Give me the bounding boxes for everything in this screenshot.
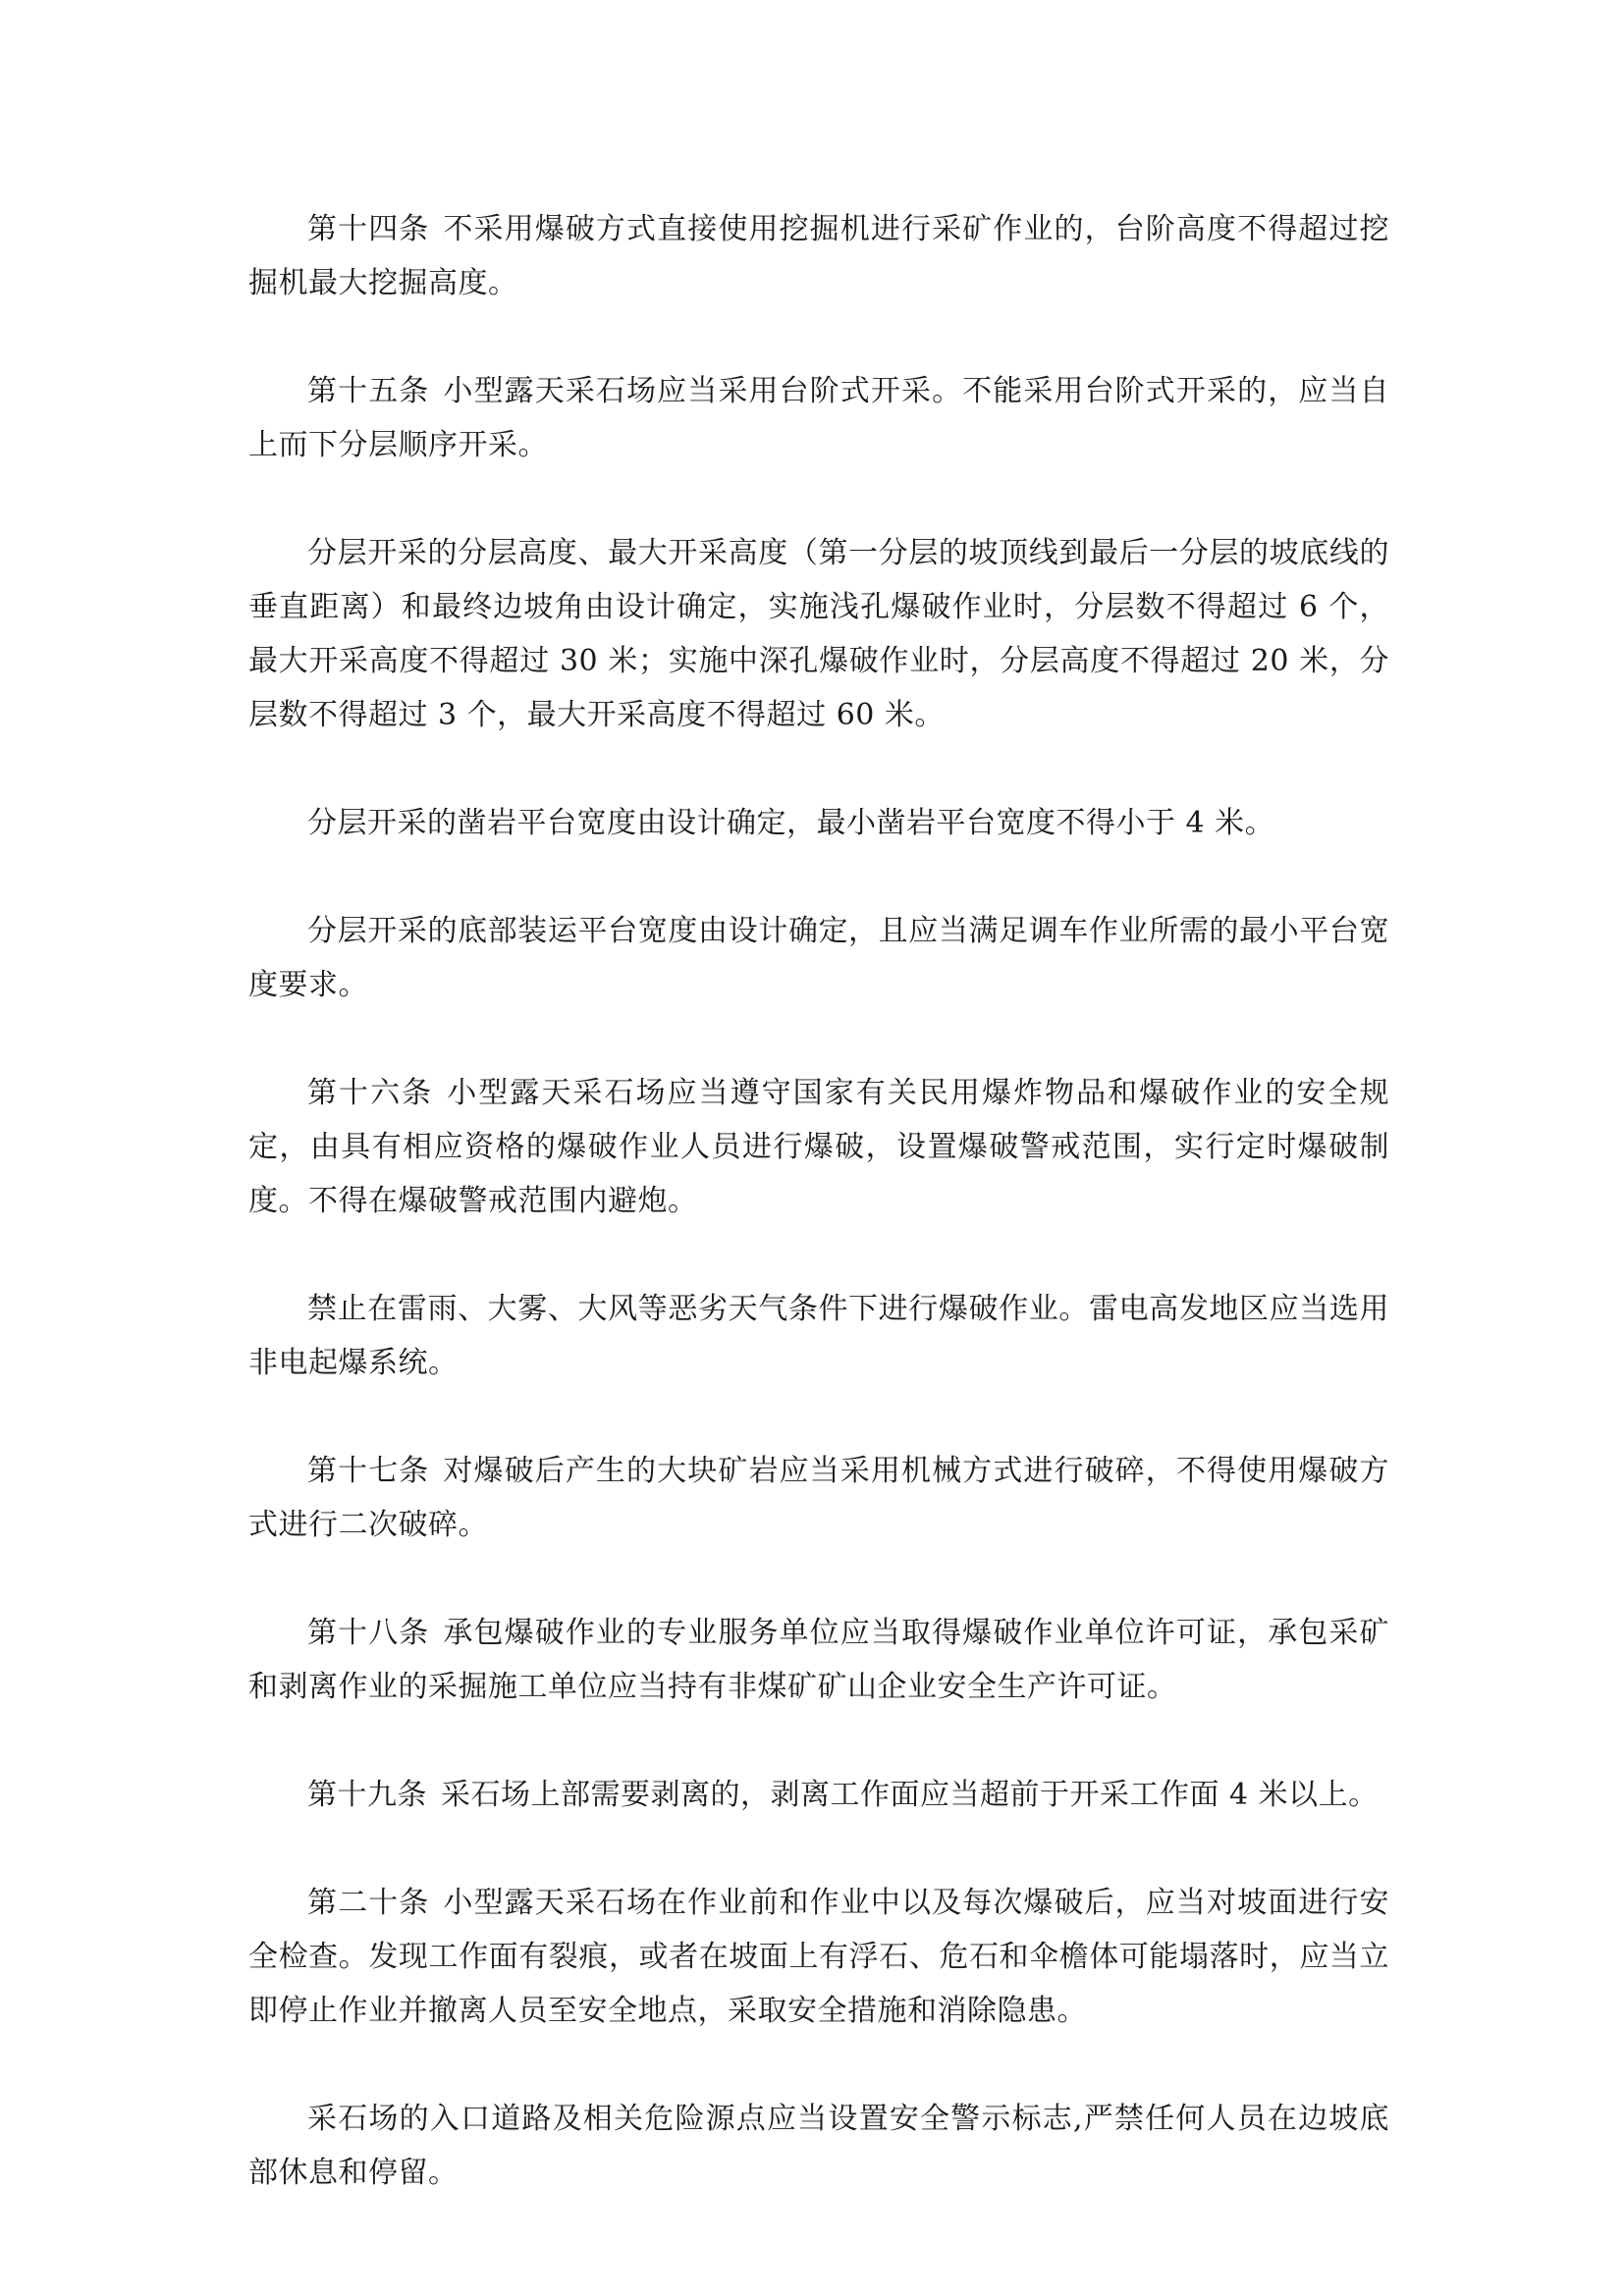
paragraph-article-17 (248, 1444, 1389, 1552)
paragraph-loading-platform (248, 904, 1389, 1012)
article-number: 第十六条 (307, 1076, 434, 1110)
paragraph-warning-signs (248, 2092, 1389, 2200)
paragraph-text: 分层开采的凿岩平台宽度由设计确定，最小凿岩平台宽度不得小于 4 米。 (307, 806, 1275, 840)
document-body (248, 202, 1389, 2254)
article-number: 第十四条 (307, 212, 430, 246)
article-number: 第十九条 (307, 1778, 427, 1812)
article-number: 第二十条 (307, 1886, 430, 1920)
paragraph-text: 对爆破后产生的大块矿岩应当采用机械方式进行破碎，不得使用爆破方式进行二次破碎。 (248, 1454, 1390, 1542)
paragraph-text: 分层开采的分层高度、最大开采高度（第一分层的坡顶线到最后一分层的坡底线的垂直距离）和最终边坡角由设计确定，实施浅孔爆破作业时，分层数不得超过 6 个，最大开采高度不得超过 30 米；实施中深孔爆破作业时，分层高度不得超过 20 米，分层数不得超过 3 个，最大开采高度不得超过 60 米。 (248, 536, 1389, 732)
paragraph-article-18 (248, 1606, 1389, 1714)
paragraph-article-14 (248, 202, 1389, 310)
paragraph-text: 分层开采的底部装运平台宽度由设计确定，且应当满足调车作业所需的最小平台宽度要求。 (248, 914, 1389, 1002)
paragraph-text: 不采用爆破方式直接使用挖掘机进行采矿作业的，台阶高度不得超过挖掘机最大挖掘高度。 (248, 212, 1390, 300)
article-number: 第十七条 (307, 1454, 430, 1488)
paragraph-text: 承包爆破作业的专业服务单位应当取得爆破作业单位许可证，承包采矿和剥离作业的采掘施工单位应当持有非煤矿矿山企业安全生产许可证。 (248, 1616, 1390, 1704)
paragraph-text: 采石场上部需要剥离的，剥离工作面应当超前于开采工作面 4 米以上。 (441, 1778, 1379, 1812)
paragraph-article-20 (248, 1876, 1389, 2038)
paragraph-layer-height (248, 526, 1389, 742)
paragraph-drilling-platform (248, 796, 1389, 850)
article-number: 第十八条 (307, 1616, 430, 1650)
paragraph-article-15 (248, 364, 1389, 472)
paragraph-text: 禁止在雷雨、大雾、大风等恶劣天气条件下进行爆破作业。雷电高发地区应当选用非电起爆系统。 (248, 1292, 1389, 1380)
paragraph-text: 小型露天采石场应当遵守国家有关民用爆炸物品和爆破作业的安全规定，由具有相应资格的爆破作业人员进行爆破，设置爆破警戒范围，实行定时爆破制度。不得在爆破警戒范围内避炮。 (248, 1076, 1390, 1218)
article-number: 第十五条 (307, 374, 430, 408)
paragraph-article-19 (248, 1768, 1389, 1822)
paragraph-article-16 (248, 1066, 1389, 1228)
paragraph-text: 小型露天采石场在作业前和作业中以及每次爆破后，应当对坡面进行安全检查。发现工作面有裂痕，或者在坡面上有浮石、危石和伞檐体可能塌落时，应当立即停止作业并撤离人员至安全地点，采取安全措施和消除隐患。 (248, 1886, 1390, 2028)
paragraph-text: 小型露天采石场应当采用台阶式开采。不能采用台阶式开采的，应当自上而下分层顺序开采。 (248, 374, 1390, 462)
paragraph-text: 采石场的入口道路及相关危险源点应当设置安全警示标志,严禁任何人员在边坡底部休息和停留。 (248, 2102, 1389, 2190)
paragraph-weather-ban (248, 1282, 1389, 1390)
